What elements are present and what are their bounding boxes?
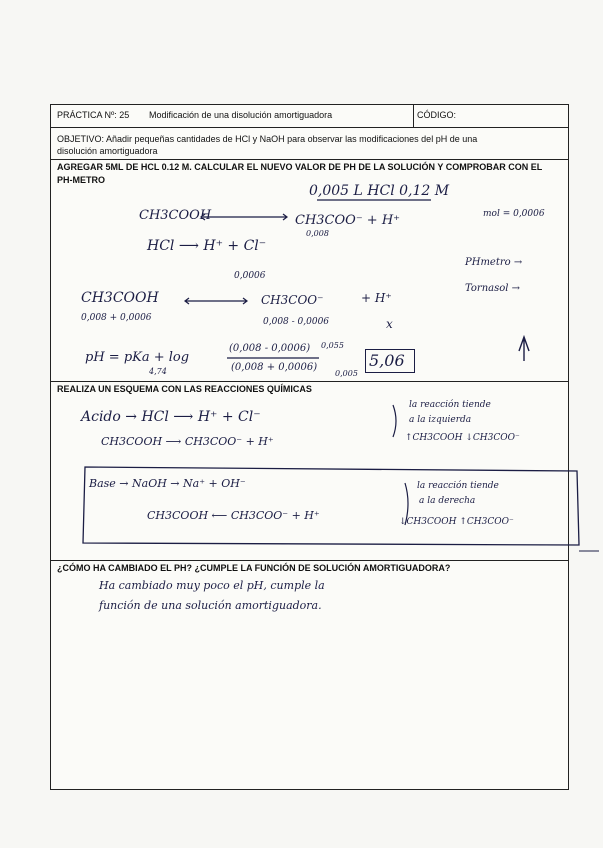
hw-acido-note1: la reacción tiende	[409, 400, 491, 410]
hw-eq3-sub1: 0,008 + 0,0006	[81, 313, 152, 323]
practica-title: Modificación de una disolución amortiguadora	[149, 110, 333, 120]
hw-0006: 0,0006	[234, 271, 266, 281]
hw-acido-note2: a la izquierda	[409, 415, 472, 425]
hw-acido-line: Acido → HCl ⟶ H⁺ + Cl⁻	[81, 409, 261, 425]
objetivo-line1: OBJETIVO: Añadir pequeñas cantidades de HCl y NaOH para observar las modificaciones del pH de una	[57, 134, 478, 144]
hw-mol: mol = 0,0006	[483, 209, 545, 219]
handwriting-strokes	[51, 105, 570, 791]
section3-heading: ¿CÓMO HA CAMBIADO EL PH? ¿CUMPLE LA FUNCIÓN DE SOLUCIÓN AMORTIGUADORA?	[57, 563, 451, 573]
hw-eq1-left: CH3COOH	[139, 208, 212, 223]
hw-small-1: 0,055	[321, 341, 344, 350]
hw-tornasol: Tornasol →	[465, 283, 521, 294]
hw-answer-line1: Ha cambiado muy poco el pH, cumple la	[99, 579, 325, 592]
section1-heading-2: PH-METRO	[57, 175, 105, 185]
hw-x: x	[386, 317, 393, 331]
worksheet	[50, 104, 569, 790]
hw-eq2: HCl ⟶ H⁺ + Cl⁻	[147, 238, 267, 254]
hw-acido-eq: CH3COOH ⟶ CH3COO⁻ + H⁺	[101, 435, 274, 448]
hw-eq3-h: + H⁺	[361, 291, 392, 305]
hw-acido-note3: ↑CH3COOH ↓CH3COO⁻	[405, 433, 520, 443]
practica-label: PRÁCTICA Nº: 25	[57, 110, 130, 120]
hw-eq3-left: CH3COOH	[81, 290, 159, 306]
hw-eq3-sub2: 0,008 - 0,0006	[263, 317, 330, 327]
hw-base-note3: ↓CH3COOH ↑CH3COO⁻	[399, 517, 514, 527]
hw-small-2: 0,005	[335, 369, 358, 378]
hw-base-line: Base → NaOH → Na⁺ + OH⁻	[89, 477, 246, 490]
hw-answer-line2: función de una solución amortiguadora.	[99, 599, 322, 612]
section1-heading: AGREGAR 5ML DE HCL 0.12 M. CALCULAR EL NUEVO VALOR DE PH DE LA SOLUCIÓN Y COMPROBAR CON EL	[57, 162, 543, 172]
codigo-label: CÓDIGO:	[417, 110, 457, 120]
hw-numerator: (0,008 - 0,0006)	[229, 343, 311, 354]
hw-eq1-right: CH3COO⁻ + H⁺	[295, 213, 401, 228]
section2-heading: REALIZA UN ESQUEMA CON LAS REACCIONES QUÍMICAS	[57, 384, 312, 394]
hw-phmetro: PHmetro →	[465, 257, 523, 268]
hw-result: 5,06	[369, 351, 405, 370]
hw-ph-formula: pH = pKa + log	[85, 350, 190, 365]
hw-eq1-under: 0,008	[306, 229, 329, 238]
hw-base-eq: CH3COOH ⟵ CH3COO⁻ + H⁺	[147, 509, 320, 522]
hw-eq3-right: CH3COO⁻	[261, 293, 324, 307]
objetivo-line2: disolución amortiguadora	[57, 146, 158, 156]
hw-pka: 4,74	[149, 367, 167, 376]
hw-base-note1: la reacción tiende	[417, 481, 499, 491]
hw-base-note2: a la derecha	[419, 496, 476, 506]
hw-hcl-volume: 0,005 L HCl 0,12 M	[309, 183, 450, 199]
hw-denominator: (0,008 + 0,0006)	[231, 362, 318, 373]
